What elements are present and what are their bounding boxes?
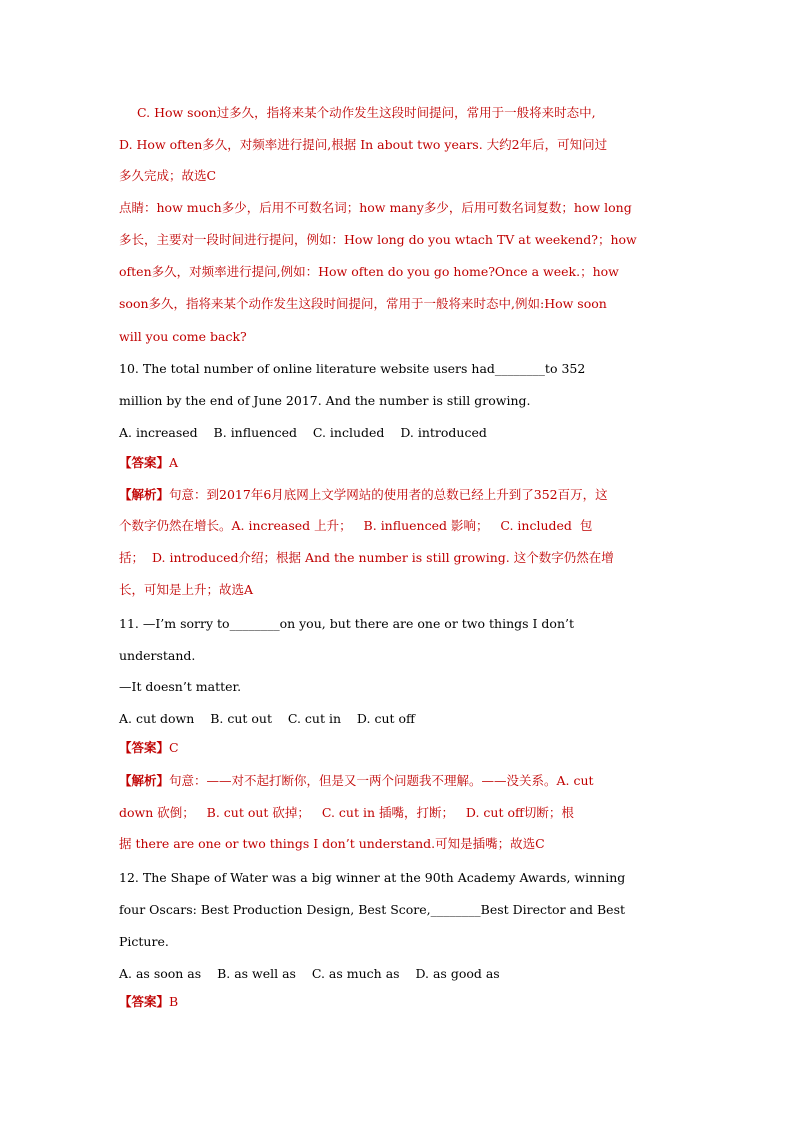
q12-stem: Picture. bbox=[119, 934, 169, 949]
q9-note-line: 多长，主要对一段时间进行提问，例如：How long do you wtach TV at weekend?；how bbox=[119, 232, 637, 247]
answer-value: B bbox=[169, 994, 179, 1009]
q12-options: A. as soon as B. as well as C. as much as D. as good as bbox=[119, 966, 500, 981]
q10-stem: 10. The total number of online literature website users had________to 352 bbox=[119, 361, 586, 376]
q11-answer bbox=[119, 738, 179, 758]
q11-stem: understand. bbox=[119, 648, 196, 663]
q10-stem: million by the end of June 2017. And the number is still growing. bbox=[119, 393, 531, 408]
q10-options: A. increased B. influenced C. included D. introduced bbox=[119, 425, 487, 440]
q9-analysis-line: C. How soon过多久，指将来某个动作发生这段时间提问，常用于一般将来时态中, bbox=[137, 105, 596, 120]
q11-analysis bbox=[119, 771, 594, 791]
q10-analysis-line: 括； D. introduced介绍；根据 And the number is still growing. 这个数字仍然在增 bbox=[119, 550, 614, 565]
analysis-label: 【解析】 bbox=[119, 773, 170, 788]
q9-analysis-line: D. How often多久，对频率进行提问,根据 In about two years. 大约2年后，可知问过 bbox=[119, 137, 608, 152]
analysis-label: 【解析】 bbox=[119, 487, 170, 502]
q10-analysis-line: 长，可知是上升；故选A bbox=[119, 582, 254, 597]
q9-note-line: often多久，对频率进行提问,例如：How often do you go home?Once a week.；how bbox=[119, 264, 619, 279]
answer-label: 【答案】 bbox=[119, 740, 170, 755]
q11-analysis-line: 据 there are one or two things I don’t understand.可知是插嘴；故选C bbox=[119, 836, 545, 851]
answer-value: A bbox=[169, 455, 179, 470]
q9-note-line: soon多久，指将来某个动作发生这段时间提问，常用于一般将来时态中,例如:How soon bbox=[119, 296, 607, 311]
q9-analysis-line: 多久完成；故选C bbox=[119, 168, 217, 183]
analysis-text: 句意：到2017年6月底网上文学网站的使用者的总数已经上升到了352百万，这 bbox=[169, 487, 608, 502]
q10-answer bbox=[119, 453, 178, 473]
q10-analysis-line: 个数字仍然在增长。A. increased 上升； B. influenced 影响； C. included 包 bbox=[119, 518, 593, 533]
answer-label: 【答案】 bbox=[119, 994, 170, 1009]
q11-analysis-line: down 砍倒； B. cut out 砍掉； C. cut in 插嘴，打断； D. cut off切断；根 bbox=[119, 805, 574, 820]
answer-label: 【答案】 bbox=[119, 455, 170, 470]
q12-stem: four Oscars: Best Production Design, Best Score,________Best Director and Best bbox=[119, 902, 626, 917]
q11-stem: —It doesn’t matter. bbox=[119, 679, 242, 694]
q12-stem: 12. The Shape of Water was a big winner at the 90th Academy Awards, winning bbox=[119, 870, 626, 885]
q10-analysis bbox=[119, 485, 608, 505]
q9-note-line: 点睛：how much多少，后用不可数名词；how many多少，后用可数名词复数；how long bbox=[119, 200, 632, 215]
q9-note-line: will you come back? bbox=[119, 329, 247, 344]
q11-stem: 11. —I’m sorry to________on you, but there are one or two things I don’t bbox=[119, 616, 575, 631]
analysis-text: 句意：——对不起打断你，但是又一两个问题我不理解。——没关系。A. cut bbox=[169, 773, 594, 788]
q12-answer bbox=[119, 992, 178, 1012]
q11-options: A. cut down B. cut out C. cut in D. cut off bbox=[119, 711, 415, 726]
answer-value: C bbox=[169, 740, 179, 755]
